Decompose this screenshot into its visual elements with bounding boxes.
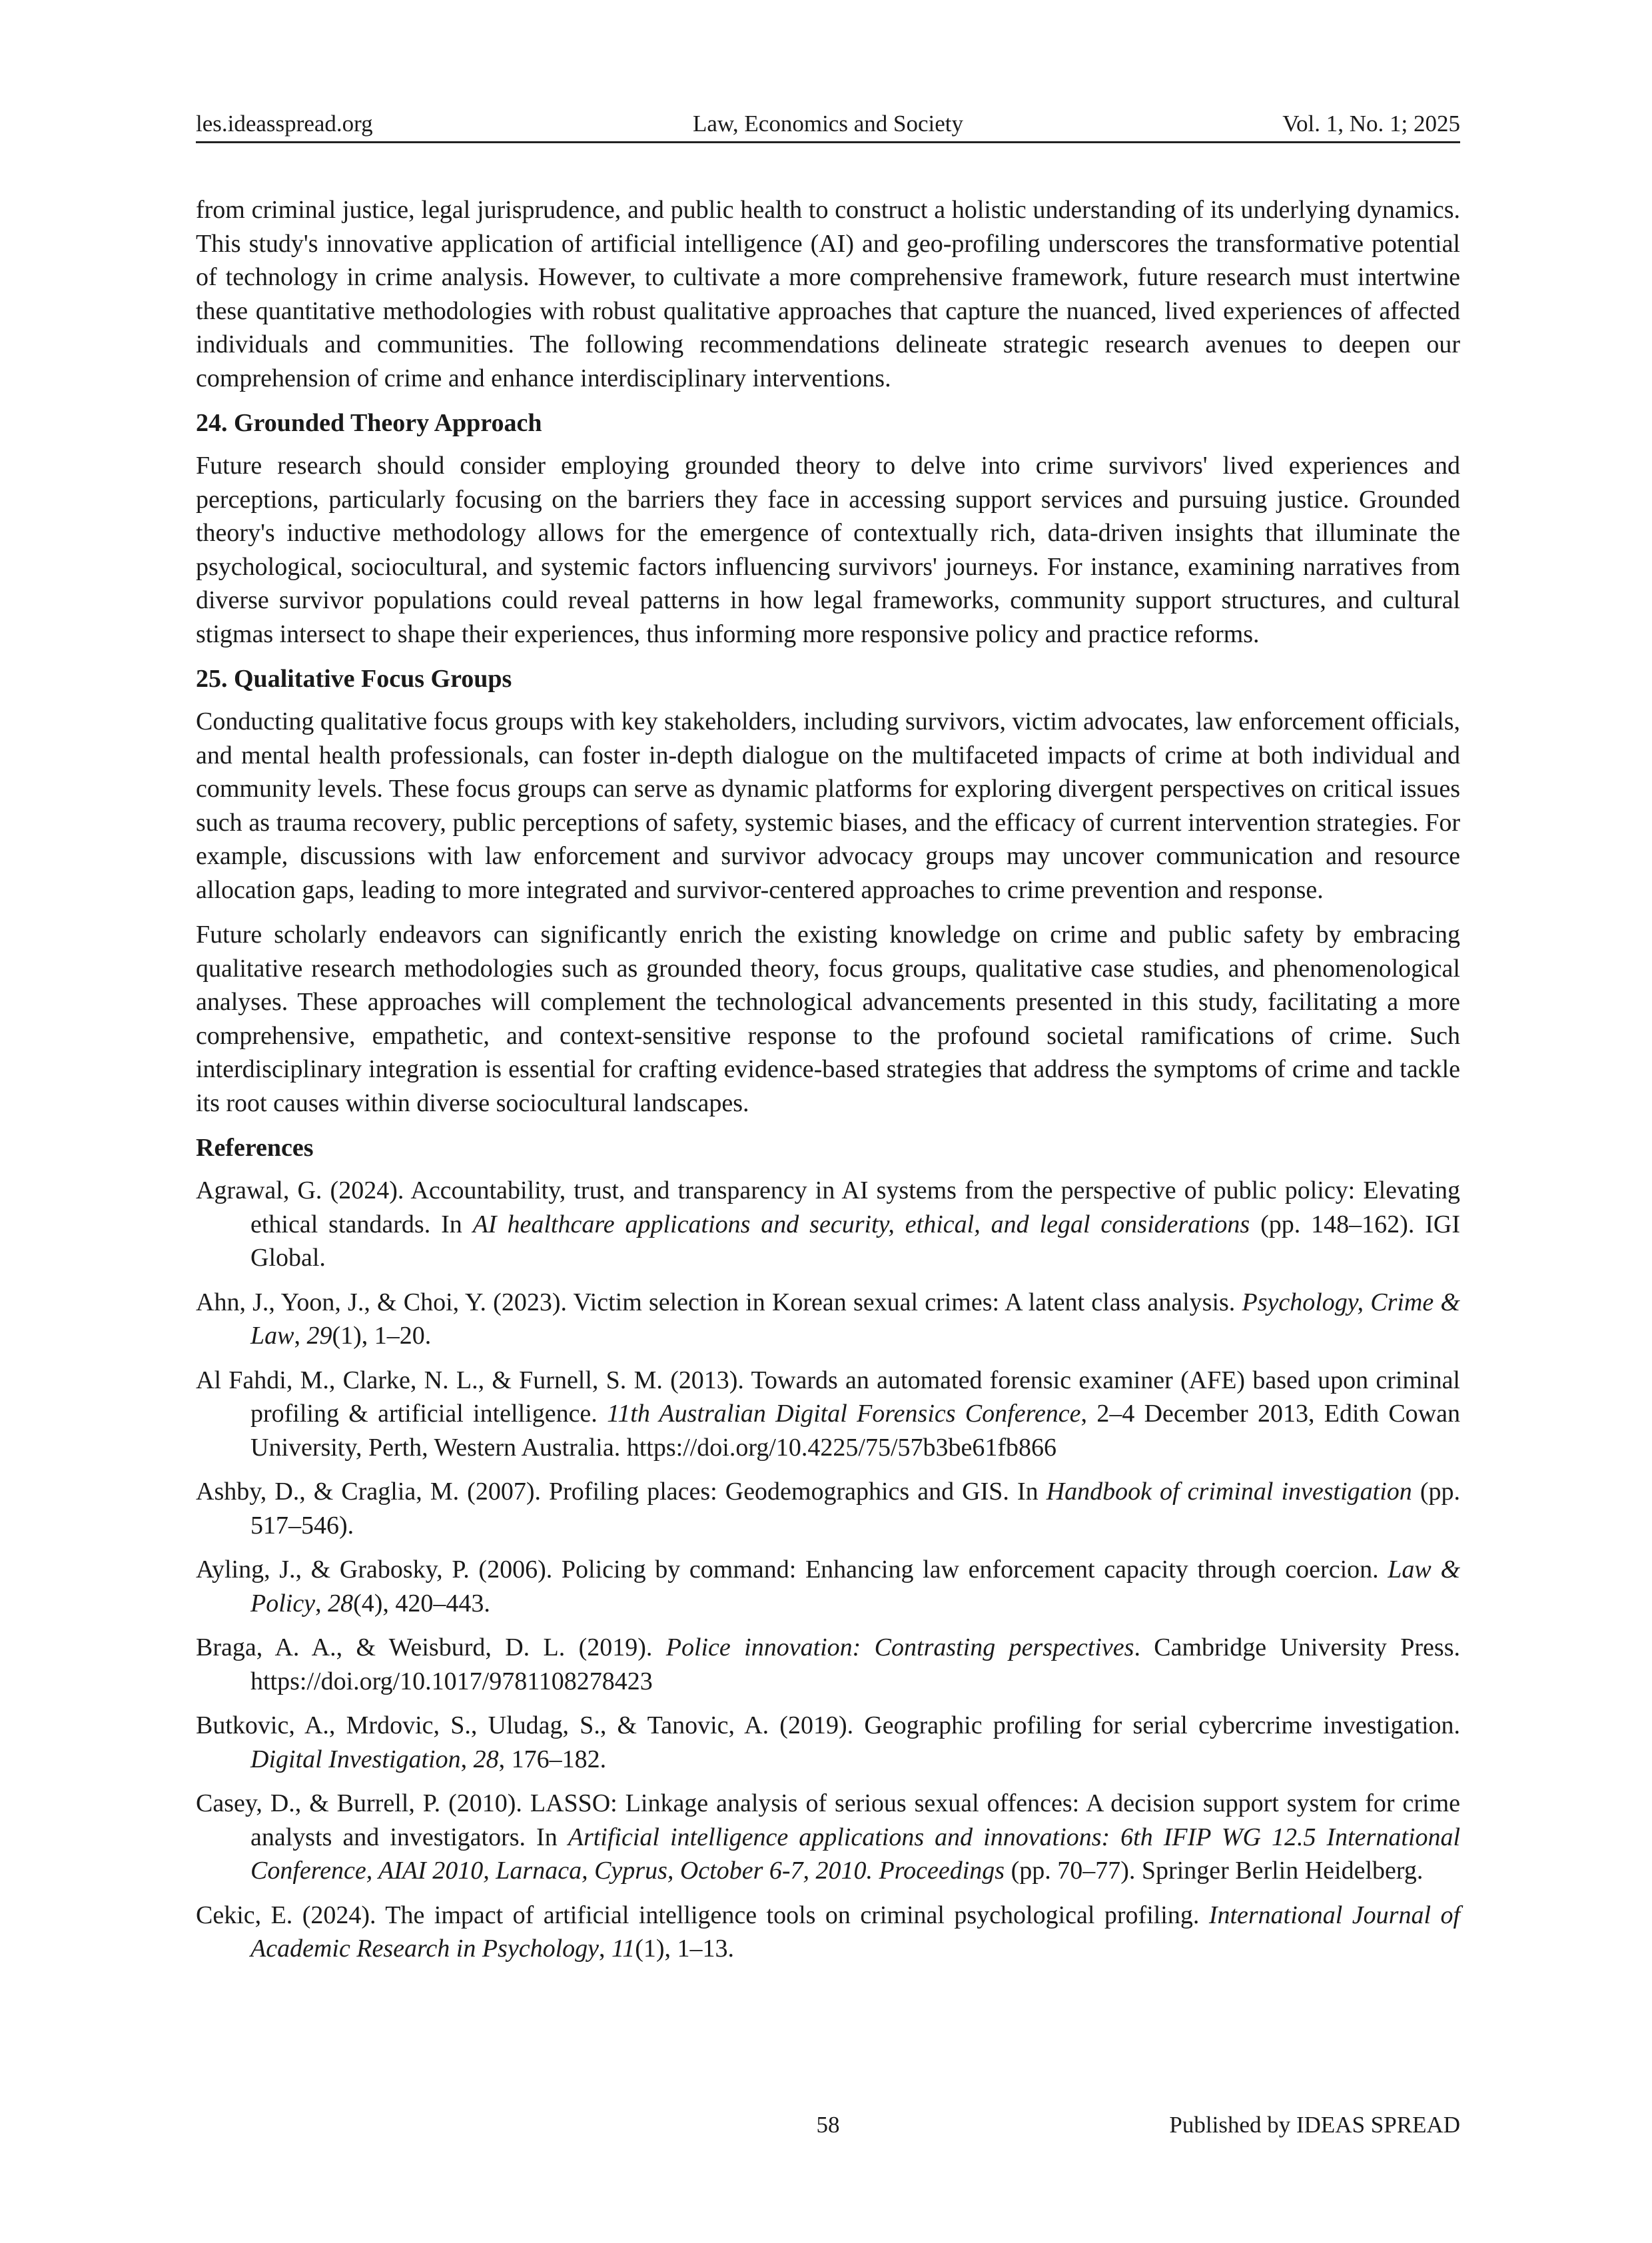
page-number: 58 xyxy=(816,2112,840,2138)
conclusion-paragraph: Future scholarly endeavors can significantly enrich the existing knowledge on crime and public safety by embracing qualitative research methodologies such as grounded theory, focus groups, qualitative case studies, and phenomenological analyses. These approaches will complement the technological advancements presented in this study, facilitating a more comprehensive, empathetic, and context-sensitive response to the profound societal ramifications of crime. Such interdisciplinary integration is essential for crafting evidence-based strategies that address the symptoms of crime and tackle its root causes within diverse sociocultural landscapes. xyxy=(196,921,1460,1117)
focus-groups-paragraph: Conducting qualitative focus groups with key stakeholders, including survivors, victim advocates, law enforcement officials, and mental health professionals, can foster in-depth dialogue on the multifaceted impacts of crime at both individual and community levels. These focus groups can serve as dynamic platforms for exploring divergent perspectives on critical issues such as trauma recovery, public perceptions of safety, systemic biases, and the efficacy of current intervention strategies. For example, discussions with law enforcement and survivor advocacy groups may uncover communication and resource allocation gaps, leading to more integrated and survivor-centered approaches to crime prevention and response. xyxy=(196,707,1460,904)
grounded-theory-paragraph: Future research should consider employing grounded theory to delve into crime survivors' lived experiences and perceptions, particularly focusing on the barriers they face in accessing support services and pursuing justice. Grounded theory's inductive methodology allows for the emergence of contextually rich, data-driven insights that illuminate the psychological, sociocultural, and systemic factors influencing survivors' journeys. For instance, examining narratives from diverse survivor populations could reveal patterns in how legal frameworks, community support structures, and cultural stigmas intersect to shape their experiences, thus informing more responsive policy and practice reforms. xyxy=(196,452,1460,648)
reference-item: Braga, A. A., & Weisburd, D. L. (2019). Police innovation: Contrasting perspectives. Cambridge University Press. https://doi.org/10.1017/9781108278423 xyxy=(196,1633,1460,1695)
references-heading: References xyxy=(196,1134,314,1162)
reference-item: Agrawal, G. (2024). Accountability, trust, and transparency in AI systems from the perspective of public policy: Elevating ethical standards. In AI healthcare applications and security, ethical, and legal considerations (pp. 148–162). IGI Global. xyxy=(196,1176,1460,1272)
reference-item: Ayling, J., & Grabosky, P. (2006). Policing by command: Enhancing law enforcement capacity through coercion. Law & Policy, 28(4), 420–443. xyxy=(196,1556,1460,1617)
publisher-credit: Published by IDEAS SPREAD xyxy=(1169,2112,1460,2138)
header-volume: Vol. 1, No. 1; 2025 xyxy=(1282,111,1460,137)
reference-item: Ahn, J., Yoon, J., & Choi, Y. (2023). Victim selection in Korean sexual crimes: A latent class analysis. Psychology, Crime & Law, 29(1), 1–20. xyxy=(196,1288,1460,1350)
page-footer xyxy=(196,2112,1460,2145)
section-heading-grounded-theory: 24. Grounded Theory Approach xyxy=(196,409,542,437)
reference-item: Ashby, D., & Craglia, M. (2007). Profiling places: Geodemographics and GIS. In Handbook of criminal investigation (pp. 517–546). xyxy=(196,1478,1461,1540)
reference-item: Casey, D., & Burrell, P. (2010). LASSO: Linkage analysis of serious sexual offences: A decision support system for crime analysts and investigators. In Artificial intelligence applications and innovations: 6th IFIP WG 12.5 International Conference, AIAI 2010, Larnaca, Cyprus, October 6-7, 2010. Proceedings (pp. 70–77). Springer Berlin Heidelberg. xyxy=(196,1789,1460,1885)
section-heading-focus-groups: 25. Qualitative Focus Groups xyxy=(196,665,512,693)
reference-item: Butkovic, A., Mrdovic, S., Uludag, S., & Tanovic, A. (2019). Geographic profiling for serial cybercrime investigation. Digital Investigation, 28, 176–182. xyxy=(196,1711,1460,1773)
header-website: les.ideasspread.org xyxy=(196,111,373,137)
running-header xyxy=(196,108,1460,143)
reference-item: Cekic, E. (2024). The impact of artificial intelligence tools on criminal psychological profiling. International Journal of Academic Research in Psychology, 11(1), 1–13. xyxy=(196,1901,1460,1963)
reference-item: Al Fahdi, M., Clarke, N. L., & Furnell, S. M. (2013). Towards an automated forensic examiner (AFE) based upon criminal profiling & artificial intelligence. 11th Australian Digital Forensics Conference, 2–4 December 2013, Edith Cowan University, Perth, Western Australia. https://doi.org/10.4225/75/57b3be61fb866 xyxy=(196,1366,1460,1462)
reference-list xyxy=(196,1174,1460,1966)
page-content xyxy=(196,193,1460,1977)
intro-paragraph: from criminal justice, legal jurisprudence, and public health to construct a holistic understanding of its underlying dynamics. This study's innovative application of artificial intelligence (AI) and geo-profiling underscores the transformative potential of technology in crime analysis. However, to cultivate a more comprehensive framework, future research must intertwine these quantitative methodologies with robust qualitative approaches that capture the nuanced, lived experiences of affected individuals and communities. The following recommendations delineate strategic research avenues to deepen our comprehension of crime and enhance interdisciplinary interventions. xyxy=(196,196,1460,392)
header-journal-title: Law, Economics and Society xyxy=(693,111,963,137)
